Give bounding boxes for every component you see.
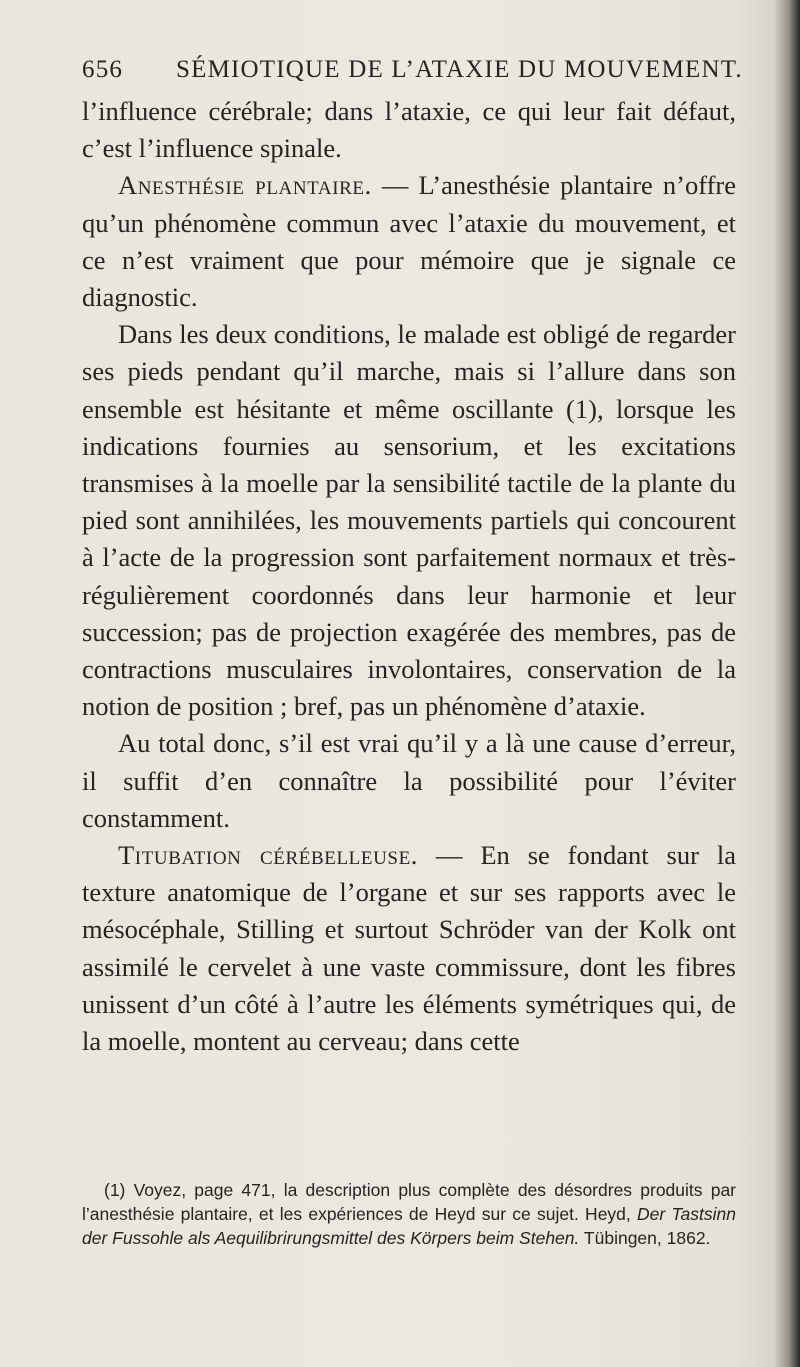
paragraph-2 xyxy=(82,167,736,316)
paragraph-1 xyxy=(82,93,736,167)
body-text xyxy=(82,93,736,1060)
paragraph-4-text: Au total donc, s’il est vrai qu’il y a là une cause d’erreur, il suffit d’en connaître la possibilité pour l’éviter constamment. xyxy=(82,728,736,833)
footnote-place: Tübingen, 1862. xyxy=(579,1228,711,1248)
paragraph-1-text: l’influence cérébrale; dans l’ataxie, ce qui leur fait défaut, c’est l’influence spinale. xyxy=(82,96,736,164)
running-title: SÉMIOTIQUE DE L’ATAXIE DU MOUVEMENT. xyxy=(176,56,743,83)
section-heading-anesthesie: Anesthésie plantaire. xyxy=(118,170,372,201)
paragraph-2-text: — L’anesthésie plantaire n’offre qu’un phénomène commun avec l’ataxie du mouvement, et ce n’est vraiment que pour mémoire que je signale ce diagnostic. xyxy=(82,170,736,313)
section-heading-titubation: Titubation cérébelleuse. xyxy=(118,840,418,871)
paragraph-3 xyxy=(82,316,736,725)
footnote xyxy=(82,1178,736,1250)
page-number: 656 xyxy=(82,56,124,83)
paragraph-3-text: Dans les deux conditions, le malade est obligé de regarder ses pieds pendant qu’il marche, mais si l’allure dans son ensemble est hésitante et même oscillante (1), lorsque les indications fournies au sensorium, et les excitations transmises à la moelle par la sensibilité tactile de la plante du pied sont annihilées, les mouvements partiels qui concourent à l’acte de la progression sont parfaitement normaux et très-régulièrement coordonnés dans leur harmonie et leur succession; pas de projection exagérée des membres, pas de contractions musculaires involontaires, conservation de la notion de position ; bref, pas un phénomène d’ataxie. xyxy=(82,319,736,722)
paragraph-5 xyxy=(82,837,736,1060)
paragraph-5-text: — En se fondant sur la texture anatomique de l’organe et sur ses rapports avec le mésocéphale, Stilling et surtout Schröder van der Kolk ont assimilé le cervelet à une vaste commissure, dont les fibres unissent d’un côté à l’autre les éléments symétriques qui, de la moelle, montent au cerveau; dans cette xyxy=(82,840,736,1057)
running-header xyxy=(82,56,742,90)
paragraph-4 xyxy=(82,725,736,837)
page-edge-shadow xyxy=(774,0,800,1367)
footnote-book-title: Der Tastsinn der Fussohle als Aequilibrirungsmittel des Körpers beim Stehen. xyxy=(82,1204,736,1248)
footnote-text: (1) Voyez, page 471, la description plus complète des désordres produits par l’anesthésie plantaire, et les expériences de Heyd sur ce sujet. Heyd, xyxy=(82,1180,736,1224)
